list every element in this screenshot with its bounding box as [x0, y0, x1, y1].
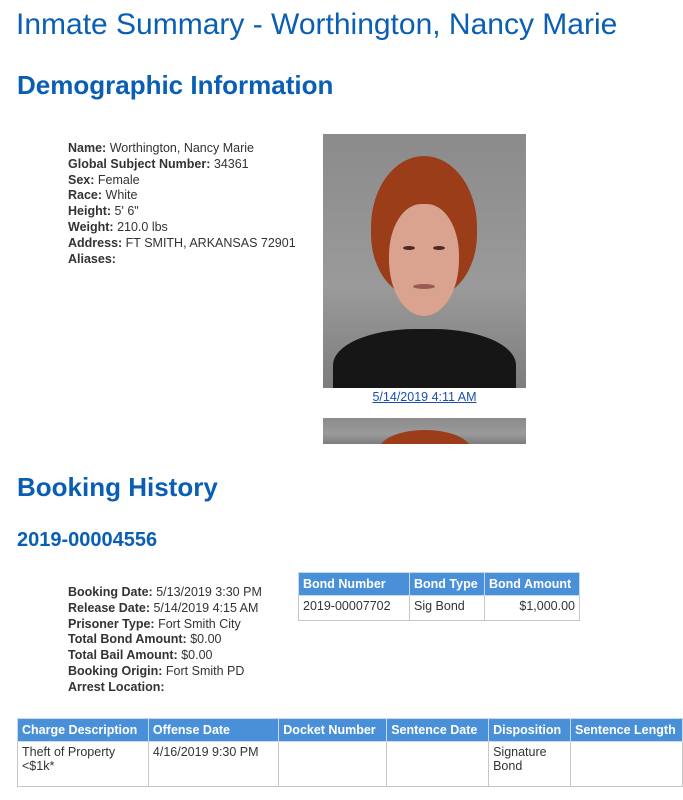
- table-row: [18, 742, 683, 787]
- table-cell: [387, 742, 489, 787]
- table-cell: Signature Bond: [489, 742, 571, 787]
- field-name: [68, 141, 296, 157]
- field-value: Worthington, Nancy Marie: [109, 141, 254, 155]
- field-global-subject-number: [68, 157, 296, 173]
- field-label: Aliases:: [68, 251, 116, 266]
- bond-table: [298, 572, 580, 621]
- demographic-info: [68, 141, 296, 267]
- field-label: Total Bond Amount:: [68, 632, 187, 647]
- field-race: [68, 188, 296, 204]
- table-cell: 2019-00007702: [299, 596, 410, 621]
- photo-hair: [379, 430, 471, 444]
- field-label: Prisoner Type:: [68, 616, 155, 631]
- field-value: Female: [97, 172, 140, 187]
- booking-number: 2019-00004556: [17, 529, 158, 551]
- field-label: Height:: [68, 204, 112, 219]
- field-label: Sex:: [68, 172, 95, 187]
- field-value: 210.0 lbs: [117, 219, 168, 234]
- table-cell: [279, 742, 387, 787]
- demographic-heading: Demographic Information: [17, 70, 334, 100]
- photo-eye: [433, 246, 445, 250]
- mugshot-photo[interactable]: [323, 134, 526, 388]
- field-value: 5' 6": [114, 204, 139, 219]
- booking-info: [68, 585, 262, 696]
- column-header: Offense Date: [148, 719, 278, 742]
- field-label: Booking Date:: [68, 585, 153, 599]
- table-cell: $1,000.00: [485, 596, 580, 621]
- column-header: Docket Number: [279, 719, 387, 742]
- field-value: 5/13/2019 3:30 PM: [156, 585, 262, 599]
- field-value: $0.00: [181, 648, 213, 663]
- field-address: [68, 236, 296, 252]
- column-header: Sentence Length: [571, 719, 683, 742]
- table-header-row: [18, 719, 683, 742]
- field-prisoner-type: [68, 617, 262, 633]
- table-cell: 4/16/2019 9:30 PM: [148, 742, 278, 787]
- field-value: FT SMITH, ARKANSAS 72901: [125, 235, 296, 250]
- field-total-bond-amount: [68, 632, 262, 648]
- photo-date-link[interactable]: 5/14/2019 4:11 AM: [372, 390, 477, 404]
- field-weight: [68, 220, 296, 236]
- field-value: Fort Smith PD: [165, 663, 245, 678]
- page-title: Inmate Summary - Worthington, Nancy Marie: [16, 8, 618, 41]
- field-label: Booking Origin:: [68, 663, 163, 678]
- table-cell: Sig Bond: [410, 596, 485, 621]
- field-label: Release Date:: [68, 600, 150, 615]
- field-label: Address:: [68, 235, 123, 250]
- field-label: Total Bail Amount:: [68, 648, 178, 663]
- field-value: Fort Smith City: [158, 616, 241, 631]
- field-value: White: [105, 188, 138, 203]
- field-value: $0.00: [190, 632, 222, 647]
- charges-table: [17, 718, 683, 787]
- column-header: Disposition: [489, 719, 571, 742]
- photo-face: [389, 204, 459, 316]
- field-height: [68, 204, 296, 220]
- field-value: 34361: [213, 156, 249, 171]
- column-header: Bond Type: [410, 573, 485, 596]
- column-header: Sentence Date: [387, 719, 489, 742]
- table-row: [299, 596, 580, 621]
- photo-eye: [403, 246, 415, 250]
- field-value: 5/14/2019 4:15 AM: [153, 600, 259, 615]
- booking-history-heading: Booking History: [17, 472, 218, 502]
- field-release-date: [68, 601, 262, 617]
- column-header: Bond Number: [299, 573, 410, 596]
- field-label: Weight:: [68, 219, 114, 234]
- field-label: Arrest Location:: [68, 679, 165, 694]
- mugshot-photo-2[interactable]: [323, 418, 526, 444]
- field-booking-origin: [68, 664, 262, 680]
- field-total-bail-amount: [68, 648, 262, 664]
- column-header: Charge Description: [18, 719, 149, 742]
- field-label: Race:: [68, 188, 103, 203]
- field-arrest-location: [68, 680, 262, 696]
- field-label: Name:: [68, 141, 107, 155]
- photo-mouth: [413, 284, 435, 289]
- table-cell: [571, 742, 683, 787]
- field-aliases: [68, 252, 296, 268]
- table-cell: Theft of Property <$1k*: [18, 742, 149, 787]
- field-label: Global Subject Number:: [68, 156, 211, 171]
- field-sex: [68, 173, 296, 189]
- field-booking-date: [68, 585, 262, 601]
- table-header-row: [299, 573, 580, 596]
- column-header: Bond Amount: [485, 573, 580, 596]
- photo-shoulders: [333, 329, 516, 388]
